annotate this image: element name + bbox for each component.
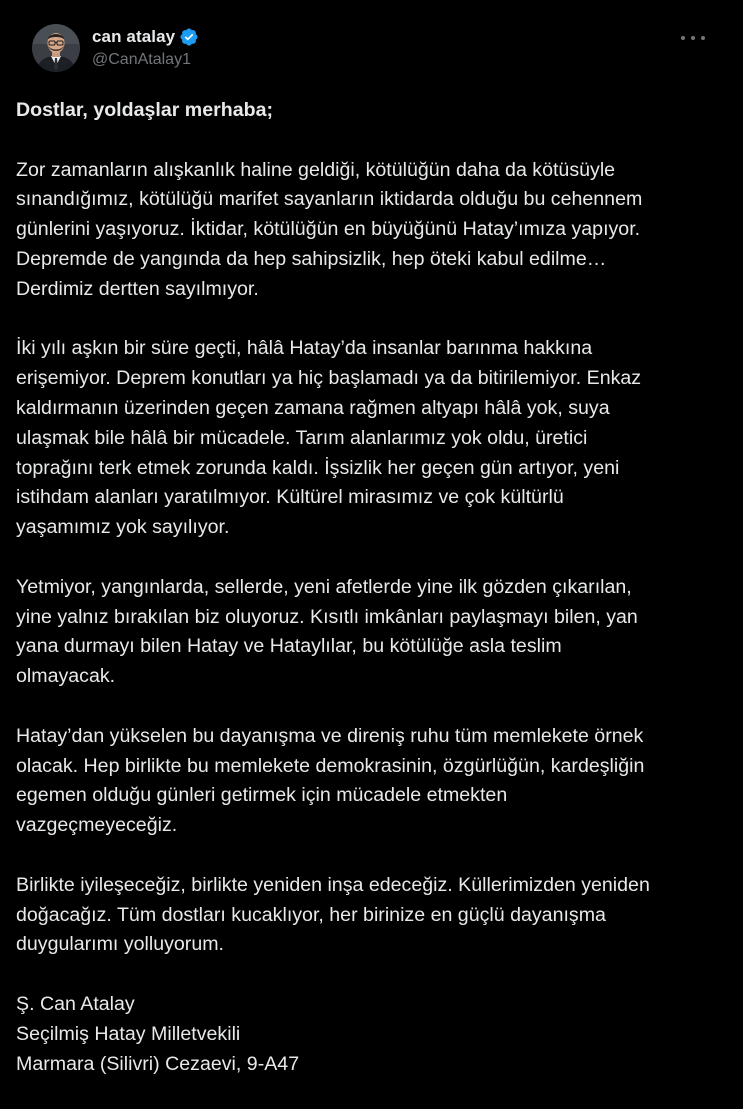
tweet-text [16, 96, 736, 1109]
text-line: Depremde de yangında da hep sahipsizlik, hep öteki kabul edilme… [16, 247, 607, 270]
text-line: egemen olduğu günleri getirmek için mücadele etmekten [16, 784, 508, 807]
display-name[interactable]: can atalay [92, 27, 176, 46]
paragraph-1 [16, 156, 736, 305]
text-line: kaldırmanın üzerinden geçen zamana rağmen altyapı hâlâ yok, suya [16, 396, 610, 419]
text-line: Birlikte iyileşeceğiz, birlikte yeniden inşa edeceğiz. Küllerimizden yeniden [16, 873, 650, 896]
avatar[interactable] [32, 24, 80, 72]
dot [691, 36, 695, 40]
text-line: İki yılı aşkın bir süre geçti, hâlâ Hatay’da insanlar barınma hakkına [16, 337, 593, 360]
text-line: toprağını terk etmek zorunda kaldı. İşsizlik her geçen gün artıyor, yeni [16, 456, 620, 479]
signature-line: Seçilmiş Hatay Milletvekili [16, 1022, 241, 1045]
text-line: yaşamımız yok sayılıyor. [16, 516, 230, 539]
text-line: Yetmiyor, yangınlarda, sellerde, yeni afetlerde yine ilk gözden çıkarılan, [16, 575, 632, 598]
text-line: olmayacak. [16, 665, 116, 688]
dot [701, 36, 705, 40]
text-line: Derdimiz dertten sayılmıyor. [16, 277, 259, 300]
signature [16, 990, 736, 1079]
text-line: duygularımı yolluyorum. [16, 933, 224, 956]
text-line: yine yalnız bırakılan biz oluyoruz. Kısıtlı imkânları paylaşmayı bilen, yan [16, 605, 638, 628]
text-line: ulaşmak bile hâlâ bir mücadele. Tarım alanlarımız yok oldu, üretici [16, 426, 588, 449]
user-handle[interactable]: @CanAtalay1 [92, 51, 191, 68]
text-line: erişemiyor. Deprem konutları ya hiç başlamadı ya da bitirilemiyor. Enkaz [16, 367, 642, 390]
more-dots-icon[interactable] [681, 30, 705, 46]
paragraph-2 [16, 334, 736, 543]
text-line: Zor zamanların alışkanlık haline geldiği, kötülüğün daha da kötüsüyle [16, 158, 616, 181]
paragraph-5 [16, 871, 736, 960]
signature-line: Ş. Can Atalay [16, 992, 135, 1015]
text-line: sınandığımız, kötülüğü marifet sayanların iktidarda olduğu bu cehennem [16, 188, 643, 211]
text-line: olacak. Hep birlikte bu memlekete demokrasinin, özgürlüğün, kardeşliğin [16, 754, 645, 777]
author-block [92, 26, 199, 69]
paragraph-3 [16, 573, 736, 692]
text-line: Hatay’dan yükselen bu dayanışma ve direniş ruhu tüm memlekete örnek [16, 724, 644, 747]
tweet-header [16, 0, 727, 82]
greeting: Dostlar, yoldaşlar merhaba; [16, 99, 273, 121]
avatar-photo-icon [32, 24, 80, 72]
text-line: istihdam alanları yaratılmıyor. Kültürel mirasımız ve çok kültürlü [16, 486, 564, 509]
text-line: günlerini yaşıyoruz. İktidar, kötülüğün en büyüğünü Hatay’ımıza yapıyor. [16, 218, 641, 241]
paragraph-4 [16, 722, 736, 841]
text-line: yana durmayı bilen Hatay ve Hataylılar, bu kötülüğe asla teslim [16, 635, 562, 658]
signature-line: Marmara (Silivri) Cezaevi, 9-A47 [16, 1052, 300, 1075]
display-name-row [92, 26, 199, 48]
dot [681, 36, 685, 40]
text-line: doğacağız. Tüm dostları kucaklıyor, her birinize en güçlü dayanışma [16, 903, 606, 926]
verified-badge-icon[interactable] [179, 27, 199, 47]
text-line: vazgeçmeyeceğiz. [16, 814, 178, 837]
